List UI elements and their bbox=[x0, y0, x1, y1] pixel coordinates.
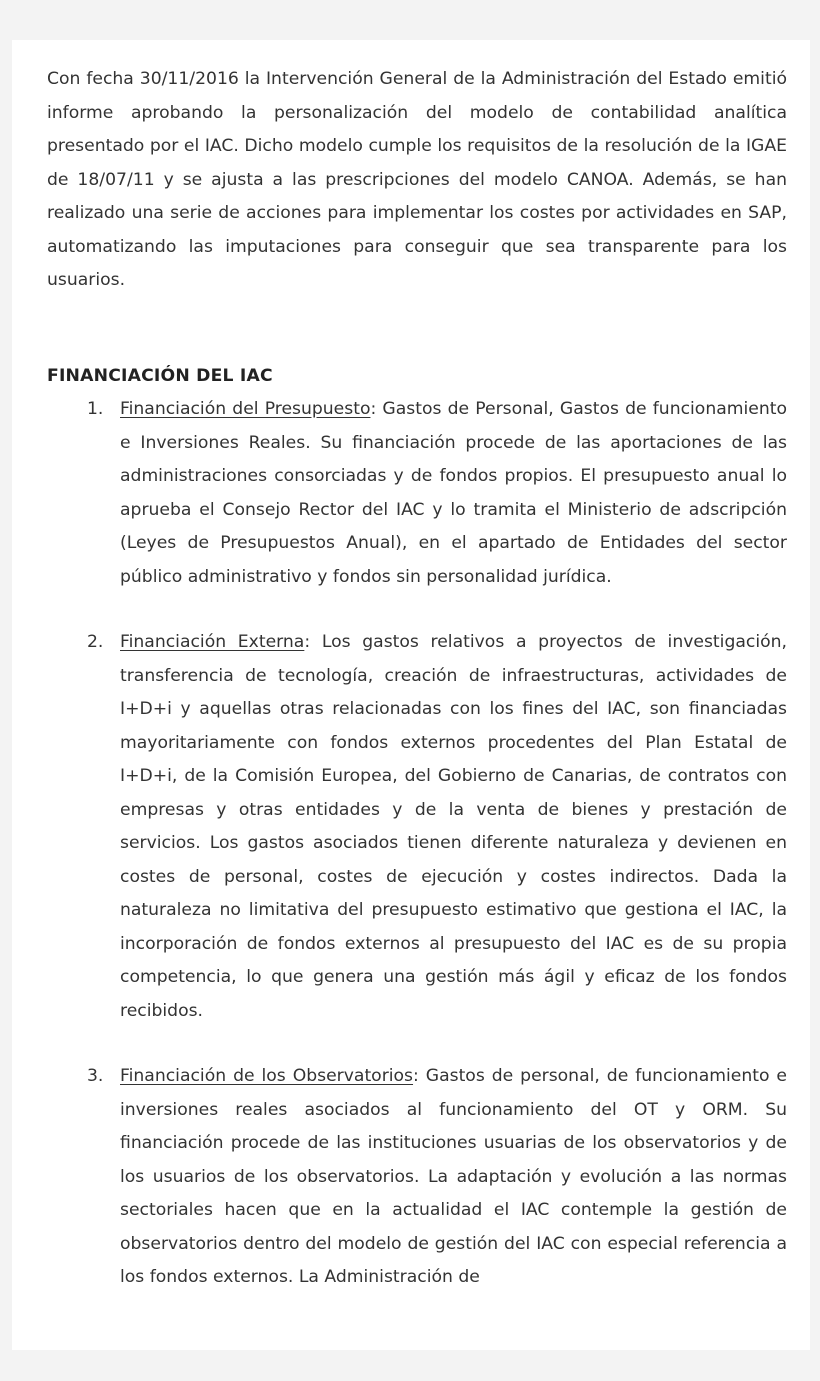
list-item-number: 2. bbox=[87, 632, 104, 652]
intro-paragraph: Con fecha 30/11/2016 la Intervención General de la Administración del Estado emitió informe aprobando la personalización del modelo de contabilidad analítica presentado por el IAC. Dicho modelo cumple los requisitos de la resolución de la IGAE de 18/07/11 y se ajusta a las prescripciones del modelo CANOA. Además, se han realizado una serie de acciones para implementar los costes por actividades en SAP, automatizando las imputaciones para conseguir que sea transparente para los usuarios. bbox=[47, 69, 787, 290]
financing-list bbox=[47, 393, 787, 1295]
list-item-text: : Los gastos relativos a proyectos de investigación, transferencia de tecnología, creación de infraestructuras, actividades de I+D+i y aquellas otras relacionadas con los fines del IAC, son financiadas mayoritariamente con fondos externos procedentes del Plan Estatal de I+D+i, de la Comisión Europea, del Gobierno de Canarias, de contratos con empresas y otras entidades y de la venta de bienes y prestación de servicios. Los gastos asociados tienen diferente naturaleza y devienen en costes de personal, costes de ejecución y costes indirectos. Dada la naturaleza no limitativa del presupuesto estimativo que gestiona el IAC, la incorporación de fondos externos al presupuesto del IAC es de su propia competencia, lo que genera una gestión más ágil y eficaz de los fondos recibidos. bbox=[120, 632, 787, 1021]
list-item-title: Financiación del Presupuesto bbox=[120, 399, 371, 419]
list-item-text: : Gastos de Personal, Gastos de funcionamiento e Inversiones Reales. Su financiación procede de las aportaciones de las administraciones consorciadas y de fondos propios. El presupuesto anual lo aprueba el Consejo Rector del IAC y lo tramita el Ministerio de adscripción (Leyes de Presupuestos Anual), en el apartado de Entidades del sector público administrativo y fondos sin personalidad jurídica. bbox=[120, 399, 787, 587]
document-page bbox=[12, 40, 810, 1350]
list-item bbox=[47, 626, 787, 1028]
list-item-title: Financiación de los Observatorios bbox=[120, 1066, 414, 1086]
list-item-number: 1. bbox=[87, 399, 104, 419]
list-item-text: : Gastos de personal, de funcionamiento e inversiones reales asociados al funcionamiento del OT y ORM. Su financiación procede de las instituciones usuarias de los observatorios y de los usuarios de los observatorios. La adaptación y evolución a las normas sectoriales hacen que en la actualidad el IAC contemple la gestión de observatorios dentro del modelo de gestión del IAC con especial referencia a los fondos externos. La Administración de bbox=[120, 1066, 788, 1287]
list-item bbox=[47, 1060, 787, 1295]
list-item-title: Financiación Externa bbox=[120, 632, 305, 652]
document-content bbox=[47, 63, 787, 1295]
list-item bbox=[47, 393, 787, 594]
list-item-number: 3. bbox=[87, 1066, 104, 1086]
section-heading: FINANCIACIÓN DEL IAC bbox=[47, 365, 273, 386]
